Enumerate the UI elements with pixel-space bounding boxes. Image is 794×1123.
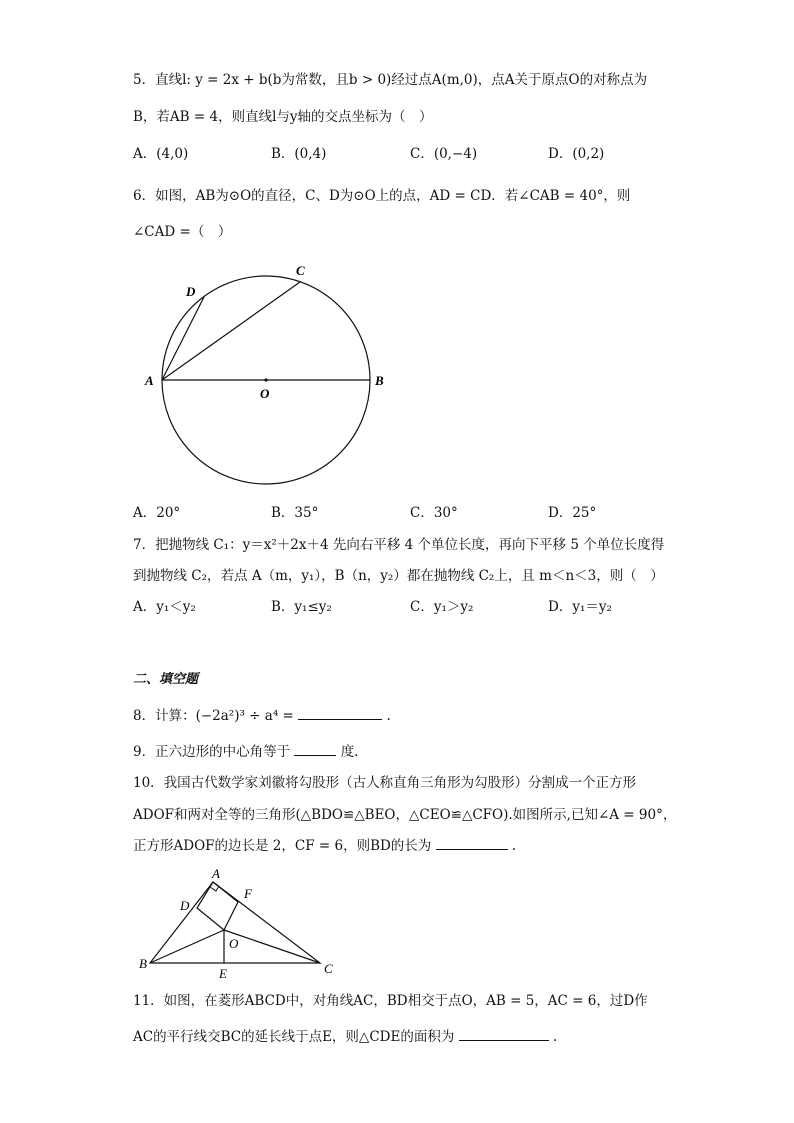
q6-option-d: D．25° [548, 505, 597, 521]
segment-co [224, 930, 320, 963]
q5-line1: 5．直线l: y = 2x + b(b为常数，且b > 0)经过点A(m,0)，点A关于原点O的对称点为 [133, 72, 648, 88]
q7-line2: 到抛物线 C₂，若点 A（m，y₁），B（n，y₂）都在抛物线 C₂上，且 m＜n＜3，则（ ） [133, 568, 664, 584]
label-d: D [186, 284, 196, 299]
label-a: A [212, 866, 220, 881]
q6-option-b: B．35° [271, 505, 319, 521]
label-b: B [375, 373, 384, 388]
q7-option-b: B．y₁≤y₂ [271, 599, 332, 615]
label-e: E [219, 966, 227, 981]
q9-text: 9．正六边形的中心角等于 [133, 744, 291, 760]
section-title: 二、填空题 [133, 671, 199, 686]
q6-line2: ∠CAD =（ ） [133, 224, 232, 240]
q11-text: AC的平行线交BC的延长线于点E，则△CDE的面积为 [133, 1029, 455, 1045]
q7-line1: 7．把抛物线 C₁：y＝x²＋2x＋4 先向右平移 4 个单位长度，再向下平移 5 个单位长度得 [133, 537, 665, 553]
q11-line1: 11．如图，在菱形ABCD中，对角线AC，BD相交于点O，AB = 5，AC = 6，过D作 [133, 993, 648, 1009]
label-o: O [229, 936, 239, 951]
right-angle-mark [210, 886, 219, 891]
label-b: B [139, 956, 147, 971]
q10-end: . [511, 838, 517, 854]
label-d: D [180, 898, 190, 913]
label-a: A [145, 373, 154, 388]
q6-option-c: C．30° [410, 505, 458, 521]
q10-text: 正方形ADOF的边长是 2，CF = 6，则BD的长为 [133, 838, 432, 854]
q5-option-a: A．(4,0) [133, 146, 189, 162]
q5-line2: B，若AB = 4，则直线l与y轴的交点坐标为（ ） [133, 109, 433, 125]
label-c: C [296, 263, 305, 278]
q8-text: 8．计算：(−2a²)³ ÷ a⁴ = [133, 708, 294, 724]
q10-line1: 10．我国古代数学家刘徽将勾股形（古人称直角三角形为勾股形）分割成一个正方形 [133, 775, 637, 791]
segment-bo [150, 930, 224, 963]
q5-option-b: B．(0,4) [271, 146, 327, 162]
q7-option-a: A．y₁＜y₂ [133, 599, 196, 615]
q8-end: . [386, 708, 391, 724]
label-f: F [244, 886, 252, 901]
q7-option-c: C．y₁＞y₂ [410, 599, 474, 615]
label-o: O [260, 386, 270, 401]
q9-end: 度. [340, 744, 359, 760]
label-c: C [324, 961, 333, 976]
q10-line2: ADOF和两对全等的三角形(△BDO≌△BEO，△CEO≌△CFO).如图所示,已知∠A = 90°， [133, 807, 677, 823]
q5-option-c: C．(0,−4) [410, 146, 478, 162]
q11-answer-blank[interactable] [459, 1026, 549, 1041]
q5-option-d: D．(0,2) [548, 146, 605, 162]
q6-line1: 6．如图，AB为⊙O的直径，C、D为⊙O上的点，AD = CD．若∠CAB = 40°，则 [133, 188, 631, 204]
q6-option-a: A．20° [133, 505, 181, 521]
q7-option-d: D．y₁＝y₂ [548, 599, 612, 615]
q11-end: . [552, 1029, 558, 1045]
q11-line2 [133, 1026, 557, 1047]
